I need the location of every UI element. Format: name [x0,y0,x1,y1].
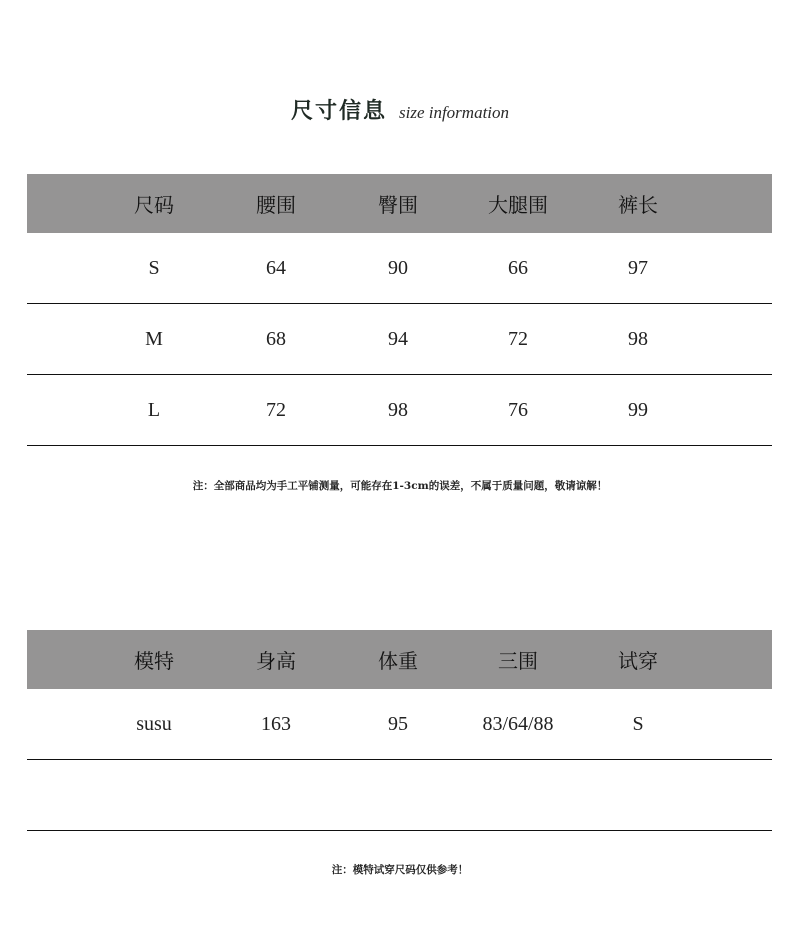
cell: 95 [388,712,408,735]
cell: 99 [628,398,648,421]
table-row-empty [27,760,772,831]
size-table [27,174,772,446]
model-note: 注：模特试穿尺码仅供参考！ [331,864,469,876]
header-hip: 臀围 [378,193,418,217]
header-model: 模特 [134,649,174,673]
title-cn: 尺寸信息 [290,98,387,124]
cell: 72 [508,327,528,350]
header-length: 裤长 [618,193,658,217]
cell: 72 [266,398,286,421]
header-weight: 体重 [378,649,418,673]
cell: 90 [388,256,408,279]
table-row [27,689,772,760]
cell: 98 [388,398,408,421]
table-row [27,233,772,304]
title-en: size information [398,103,510,122]
cell: susu [136,712,172,735]
header-waist: 腰围 [256,193,296,217]
cell: L [147,398,161,421]
cell: 64 [266,256,286,279]
header-thigh: 大腿围 [488,193,548,217]
cell: S [148,256,160,279]
cell: 163 [261,712,291,735]
size-table-header [27,174,772,233]
cell: 97 [628,256,648,279]
cell: S [632,712,644,735]
header-height: 身高 [256,649,296,673]
page-title [0,94,800,125]
cell: 98 [628,327,648,350]
header-measurements: 三围 [498,649,538,673]
cell: 94 [388,327,408,350]
cell: 76 [508,398,528,421]
header-size: 尺码 [134,193,174,217]
size-note: 注：全部商品均为手工平铺测量，可能存在1-3cm的误差，不属于质量问题，敬请谅解！ [192,480,608,492]
cell: M [145,327,163,350]
cell: 66 [508,256,528,279]
cell: 83/64/88 [482,712,554,735]
table-row [27,375,772,446]
header-fitting-size: 试穿 [618,649,658,673]
model-table-header [27,630,772,689]
model-table [27,630,772,831]
cell: 68 [266,327,286,350]
table-row [27,304,772,375]
